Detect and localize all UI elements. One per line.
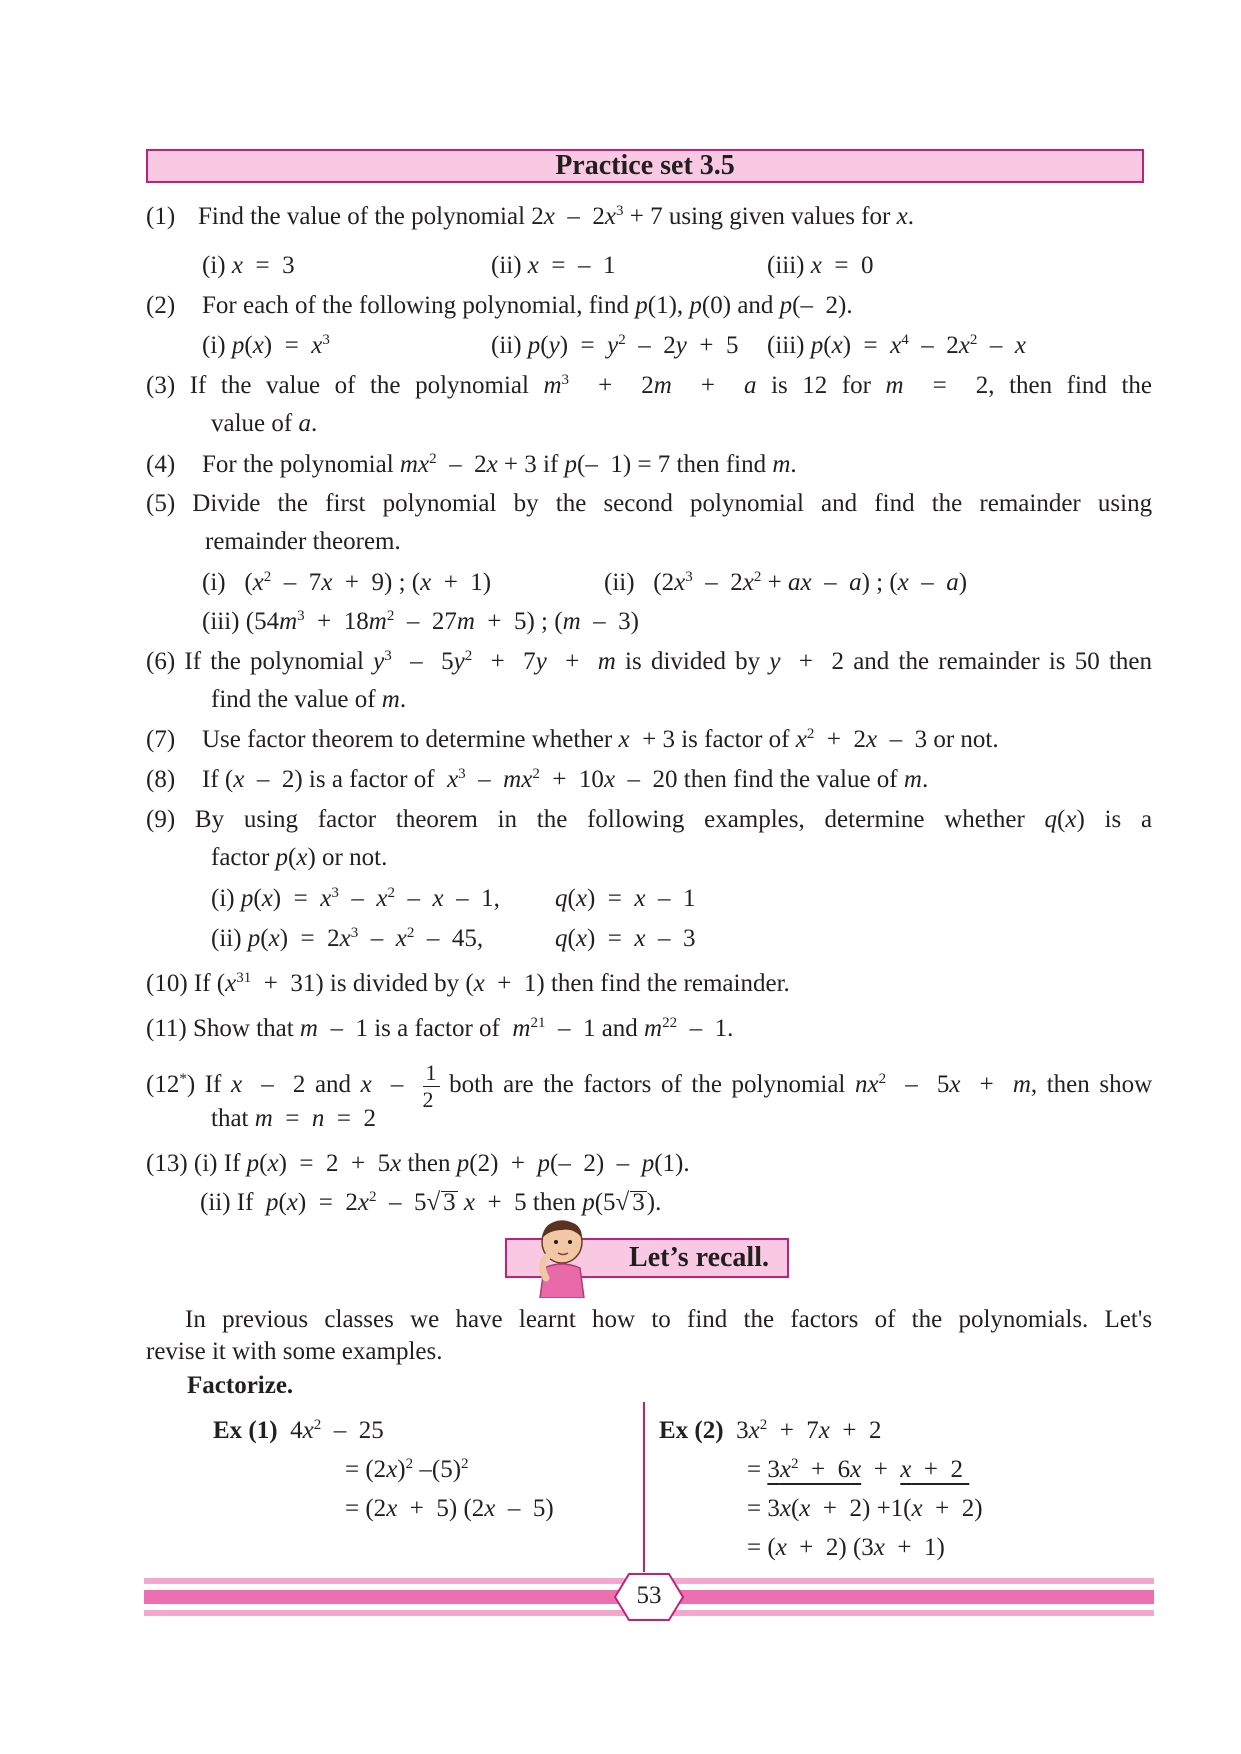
question-6: (6) If the polynomial $y^3 - 5y^2 + 7y + m$ is divided by y + 2 and the remainder is 50 then xyxy=(146,648,1153,675)
example-2-step-4: = (x + 2) (3x + 1) xyxy=(747,1534,945,1561)
q2-option-ii: (ii) $p(y) = y^2 - 2y + 5$ xyxy=(491,332,739,359)
question-5-cont: remainder theorem. xyxy=(205,528,401,555)
q2-option-iii: (iii) $p(x) = x^4 - 2x^2 - x$ xyxy=(767,332,1026,359)
q1-option-iii: (iii) x = 0 xyxy=(767,252,874,279)
question-6-cont: find the value of m. xyxy=(211,686,407,713)
example-1-step-3: = (2x + 5) (2x – 5) xyxy=(345,1495,554,1522)
question-13: (13) (i) If p(x) = 2 + 5x then p(2) + p(– 2) – p(1). xyxy=(146,1150,690,1177)
q2-option-i: (i) $p(x) = x^3$ xyxy=(202,332,330,359)
example-1-step-2: = $(2x)^2$ $-(5)^2$ xyxy=(345,1456,469,1483)
q9-option-ii-q: q(x) = x – 3 xyxy=(555,925,696,952)
q5-option-ii: (ii) ($2x^3 - 2x^2$ + ax – a) ; (x – a) xyxy=(604,569,968,596)
q1-option-ii: (ii) x = – 1 xyxy=(491,252,616,279)
question-12: (12*) If x – 2 and x – $\frac{1}{2}$ both are the factors of the polynomial $nx^2 - 5x + m$, then show xyxy=(146,1060,1153,1112)
q1-option-i: (i) x = 3 xyxy=(202,252,295,279)
practice-set-title: Practice set 3.5 xyxy=(146,149,1144,183)
question-3-cont: value of a. xyxy=(211,410,318,437)
question-13-ii: (ii) If $p(x) = 2x^2 - 5√$ 3 x + 5 then p(5√ 3). xyxy=(200,1189,662,1216)
page-number: 53 xyxy=(636,1582,662,1609)
question-3: (3) If the value of the polynomial $m^3 + 2m + a$ is 12 for m = 2, then find the xyxy=(146,372,1153,399)
sqrt-icon: √ xyxy=(426,1189,441,1216)
one-half-fraction: $\frac{1}{2}$ xyxy=(423,1060,440,1113)
q5-option-iii: (iii) $(54m^3 + 18m^2 - 27m + 5)$ ; (m – 3) xyxy=(202,608,639,635)
question-4: (4) For the polynomial $mx^2 - 2x + 3$ if p(– 1) = 7 then find m. xyxy=(146,451,797,478)
examples-divider xyxy=(643,1402,645,1572)
question-8: (8) If (x – 2) is a factor of $x^3 - mx^2 + 10x - 20$ then find the value of m. xyxy=(146,766,929,793)
factorize-heading: Factorize. xyxy=(187,1372,294,1399)
question-1: (1) Find the value of the polynomial $2x - 2x^3 + 7$ using given values for x. xyxy=(146,203,914,230)
q5-option-i: (i) $(x^2 - 7x + 9)$ ; (x + 1) xyxy=(202,569,492,596)
question-2: (2) For each of the following polynomial, find p(1), p(0) and p(– 2). xyxy=(146,292,853,319)
sqrt-icon: √ xyxy=(615,1189,630,1216)
q9-option-i-q: q(x) = x – 1 xyxy=(555,885,696,912)
example-2: Ex (2) $3x^2 + 7x + 2$ xyxy=(659,1417,882,1444)
question-7: (7) Use factor theorem to determine whether x + 3 is factor of $x^2 + 2x - 3$ or not. xyxy=(146,726,999,753)
question-9: (9) By using factor theorem in the following examples, determine whether q(x) is a xyxy=(146,806,1153,833)
question-11: (11) Show that m – 1 is a factor of $m^{21} - 1$ and $m^{22} - 1$. xyxy=(146,1015,734,1042)
example-1-label: Ex (1) xyxy=(213,1417,278,1444)
q9-option-i-p: (i) $p(x) = x^3 - x^2 - x - 1$, xyxy=(211,885,500,912)
intro-paragraph-cont: revise it with some examples. xyxy=(146,1338,443,1365)
question-12-cont: that m = n = 2 xyxy=(211,1105,377,1132)
intro-paragraph: In previous classes we have learnt how to find the factors of the polynomials. Let's xyxy=(185,1306,1153,1333)
question-9-cont: factor p(x) or not. xyxy=(211,844,388,871)
question-10: (10) If $(x^{31} + 31)$ is divided by (x + 1) then find the remainder. xyxy=(146,970,790,997)
example-2-label: Ex (2) xyxy=(659,1417,724,1444)
q9-option-ii-p: (ii) $p(x) = 2x^3 - x^2 - 45$, xyxy=(211,925,484,952)
example-1: Ex (1) $4x^2 - 25$ xyxy=(213,1417,384,1444)
thinking-boy-icon xyxy=(528,1218,598,1298)
example-2-step-3: = 3x(x + 2) +1(x + 2) xyxy=(747,1495,983,1522)
question-5: (5) Divide the first polynomial by the second polynomial and find the remainder using xyxy=(146,490,1153,517)
lets-recall-banner: Let’s recall. xyxy=(505,1238,789,1278)
example-2-step-2: = $3x^2 + 6x + x + 2$ xyxy=(747,1456,970,1483)
